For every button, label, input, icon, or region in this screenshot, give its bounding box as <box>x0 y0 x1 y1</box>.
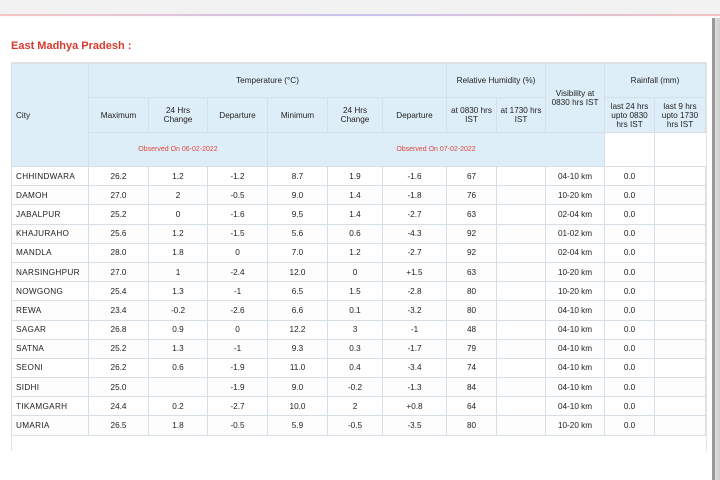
visibility-header: Visibility at 0830 hrs IST <box>546 64 605 133</box>
cell-rh-0830: 67 <box>447 167 497 186</box>
cell-rain-9h <box>655 301 706 320</box>
cell-max-change: 2 <box>149 186 208 205</box>
table-row <box>12 224 706 243</box>
right-edge-shadow <box>712 18 720 480</box>
rh-1730-header: at 1730 hrs IST <box>497 98 546 133</box>
table-row <box>12 378 706 397</box>
cell-max-departure: -1.9 <box>208 358 268 377</box>
cell-city: SIDHI <box>12 378 89 397</box>
min-departure-header: Departure <box>383 98 447 133</box>
cell-min-departure: -1.3 <box>383 378 447 397</box>
cell-rain-24h: 0.0 <box>605 205 655 224</box>
cell-city: JABALPUR <box>12 205 89 224</box>
cell-min-temp: 5.9 <box>268 416 328 435</box>
cell-visibility: 10-20 km <box>546 262 605 281</box>
cell-max-departure: -1.2 <box>208 167 268 186</box>
cell-rh-0830: 64 <box>447 397 497 416</box>
cell-visibility: 04-10 km <box>546 378 605 397</box>
cell-rh-1730 <box>497 243 546 262</box>
cell-rain-24h: 0.0 <box>605 243 655 262</box>
cell-visibility: 04-10 km <box>546 339 605 358</box>
cell-min-temp: 10.0 <box>268 397 328 416</box>
cell-min-departure: +1.5 <box>383 262 447 281</box>
cell-rain-9h <box>655 224 706 243</box>
top-accent-line <box>0 14 720 16</box>
cell-rh-1730 <box>497 186 546 205</box>
cell-rh-0830: 79 <box>447 339 497 358</box>
cell-visibility: 04-10 km <box>546 358 605 377</box>
cell-rain-24h: 0.0 <box>605 167 655 186</box>
cell-city: REWA <box>12 301 89 320</box>
cell-visibility: 10-20 km <box>546 282 605 301</box>
cell-rain-24h: 0.0 <box>605 378 655 397</box>
cell-max-change: 1.8 <box>149 243 208 262</box>
cell-max-change <box>149 378 208 397</box>
cell-rain-24h: 0.0 <box>605 339 655 358</box>
cell-max-temp: 28.0 <box>89 243 149 262</box>
cell-rain-9h <box>655 262 706 281</box>
cell-max-departure: 0 <box>208 320 268 339</box>
cell-max-departure: -1 <box>208 339 268 358</box>
cell-max-departure: -0.5 <box>208 416 268 435</box>
cell-min-change: 3 <box>328 320 383 339</box>
cell-min-departure: -1.8 <box>383 186 447 205</box>
blank-header-cell <box>605 133 655 167</box>
cell-rain-9h <box>655 378 706 397</box>
cell-max-departure: -2.7 <box>208 397 268 416</box>
cell-min-departure: -4.3 <box>383 224 447 243</box>
cell-rain-9h <box>655 397 706 416</box>
min-change-header: 24 Hrs Change <box>328 98 383 133</box>
cell-max-change: 0.6 <box>149 358 208 377</box>
cell-min-temp: 12.2 <box>268 320 328 339</box>
cell-min-temp: 5.6 <box>268 224 328 243</box>
cell-max-departure: -2.6 <box>208 301 268 320</box>
table-row <box>12 320 706 339</box>
cell-max-change: 0 <box>149 205 208 224</box>
cell-max-temp: 26.5 <box>89 416 149 435</box>
cell-max-temp: 26.8 <box>89 320 149 339</box>
cell-min-change: 1.2 <box>328 243 383 262</box>
cell-rh-0830: 80 <box>447 282 497 301</box>
cell-min-departure: -1 <box>383 320 447 339</box>
cell-max-change: 0.9 <box>149 320 208 339</box>
cell-min-change: 0.6 <box>328 224 383 243</box>
cell-min-temp: 6.5 <box>268 282 328 301</box>
cell-city: CHHINDWARA <box>12 167 89 186</box>
cell-max-departure: -1.9 <box>208 378 268 397</box>
table-row <box>12 205 706 224</box>
cell-rain-24h: 0.0 <box>605 224 655 243</box>
cell-rain-24h: 0.0 <box>605 416 655 435</box>
rain-24h-header: last 24 hrs upto 0830 hrs IST <box>605 98 655 133</box>
table-row <box>12 186 706 205</box>
cell-max-change: 1.3 <box>149 282 208 301</box>
cell-min-departure: -3.4 <box>383 358 447 377</box>
cell-rh-1730 <box>497 262 546 281</box>
cell-visibility: 04-10 km <box>546 167 605 186</box>
cell-min-change: 1.4 <box>328 205 383 224</box>
cell-min-temp: 9.3 <box>268 339 328 358</box>
cell-max-change: 0.2 <box>149 397 208 416</box>
rh-0830-header: at 0830 hrs IST <box>447 98 497 133</box>
cell-min-departure: +0.8 <box>383 397 447 416</box>
cell-visibility: 02-04 km <box>546 243 605 262</box>
cell-min-change: 2 <box>328 397 383 416</box>
cell-min-departure: -3.2 <box>383 301 447 320</box>
cell-visibility: 04-10 km <box>546 397 605 416</box>
cell-rh-0830: 74 <box>447 358 497 377</box>
humidity-header: Relative Humidity (%) <box>447 64 546 98</box>
cell-max-temp: 25.2 <box>89 205 149 224</box>
cell-max-departure: -1.5 <box>208 224 268 243</box>
cell-min-departure: -3.5 <box>383 416 447 435</box>
maximum-header: Maximum <box>89 98 149 133</box>
cell-rain-24h: 0.0 <box>605 282 655 301</box>
cell-min-departure: -2.7 <box>383 243 447 262</box>
cell-rh-1730 <box>497 358 546 377</box>
cell-rain-9h <box>655 205 706 224</box>
cell-max-change: -0.2 <box>149 301 208 320</box>
cell-visibility: 02-04 km <box>546 205 605 224</box>
cell-city: MANDLA <box>12 243 89 262</box>
cell-max-temp: 24.4 <box>89 397 149 416</box>
cell-rain-9h <box>655 358 706 377</box>
cell-rh-1730 <box>497 167 546 186</box>
observed-max-date: Observed On 06-02-2022 <box>89 133 268 167</box>
cell-city: TIKAMGARH <box>12 397 89 416</box>
cell-city: NARSINGHPUR <box>12 262 89 281</box>
cell-rh-0830: 76 <box>447 186 497 205</box>
cell-rain-9h <box>655 320 706 339</box>
cell-min-temp: 9.0 <box>268 186 328 205</box>
rain-9h-header: last 9 hrs upto 1730 hrs IST <box>655 98 706 133</box>
cell-rain-9h <box>655 416 706 435</box>
cell-rh-1730 <box>497 301 546 320</box>
cell-rh-0830: 80 <box>447 416 497 435</box>
cell-rain-24h: 0.0 <box>605 262 655 281</box>
cell-min-change: 0 <box>328 262 383 281</box>
cell-city: KHAJURAHO <box>12 224 89 243</box>
weather-table <box>11 63 706 436</box>
cell-rh-0830: 92 <box>447 224 497 243</box>
table-row <box>12 282 706 301</box>
cell-rain-24h: 0.0 <box>605 397 655 416</box>
cell-rain-24h: 0.0 <box>605 301 655 320</box>
city-header: City <box>12 64 89 167</box>
cell-max-departure: -0.5 <box>208 186 268 205</box>
cell-min-departure: -1.7 <box>383 339 447 358</box>
cell-rh-1730 <box>497 397 546 416</box>
cell-max-temp: 27.0 <box>89 186 149 205</box>
table-row <box>12 301 706 320</box>
cell-max-departure: -1.6 <box>208 205 268 224</box>
cell-rain-9h <box>655 243 706 262</box>
temperature-header: Temperature (°C) <box>89 64 447 98</box>
region-title: East Madhya Pradesh : <box>11 40 132 52</box>
max-change-header: 24 Hrs Change <box>149 98 208 133</box>
cell-rh-1730 <box>497 224 546 243</box>
cell-rh-0830: 84 <box>447 378 497 397</box>
cell-rh-1730 <box>497 282 546 301</box>
cell-rain-24h: 0.0 <box>605 358 655 377</box>
cell-rh-0830: 63 <box>447 205 497 224</box>
cell-min-change: 0.1 <box>328 301 383 320</box>
cell-rh-1730 <box>497 416 546 435</box>
observed-min-date: Observed On 07-02-2022 <box>268 133 605 167</box>
cell-city: SATNA <box>12 339 89 358</box>
cell-max-temp: 25.0 <box>89 378 149 397</box>
cell-min-temp: 12.0 <box>268 262 328 281</box>
cell-visibility: 04-10 km <box>546 320 605 339</box>
cell-rh-1730 <box>497 205 546 224</box>
cell-min-temp: 6.6 <box>268 301 328 320</box>
table-row <box>12 243 706 262</box>
cell-visibility: 10-20 km <box>546 186 605 205</box>
cell-visibility: 04-10 km <box>546 301 605 320</box>
cell-max-temp: 26.2 <box>89 358 149 377</box>
cell-min-temp: 8.7 <box>268 167 328 186</box>
cell-rh-1730 <box>497 339 546 358</box>
cell-max-change: 1.3 <box>149 339 208 358</box>
cell-max-temp: 25.4 <box>89 282 149 301</box>
cell-city: DAMOH <box>12 186 89 205</box>
cell-min-departure: -2.8 <box>383 282 447 301</box>
cell-max-temp: 25.6 <box>89 224 149 243</box>
cell-city: UMARIA <box>12 416 89 435</box>
cell-min-departure: -2.7 <box>383 205 447 224</box>
table-body <box>12 167 706 436</box>
cell-city: NOWGONG <box>12 282 89 301</box>
cell-rh-0830: 48 <box>447 320 497 339</box>
cell-min-change: -0.2 <box>328 378 383 397</box>
cell-min-temp: 7.0 <box>268 243 328 262</box>
cell-rh-0830: 63 <box>447 262 497 281</box>
cell-max-temp: 25.2 <box>89 339 149 358</box>
cell-max-change: 1 <box>149 262 208 281</box>
cell-max-departure: -2.4 <box>208 262 268 281</box>
cell-min-temp: 11.0 <box>268 358 328 377</box>
max-departure-header: Departure <box>208 98 268 133</box>
cell-max-change: 1.8 <box>149 416 208 435</box>
cell-rh-1730 <box>497 320 546 339</box>
cell-max-temp: 26.2 <box>89 167 149 186</box>
cell-min-temp: 9.5 <box>268 205 328 224</box>
cell-rain-24h: 0.0 <box>605 320 655 339</box>
cell-rain-24h: 0.0 <box>605 186 655 205</box>
cell-rain-9h <box>655 167 706 186</box>
cell-visibility: 10-20 km <box>546 416 605 435</box>
table-row <box>12 358 706 377</box>
cell-max-departure: -1 <box>208 282 268 301</box>
cell-rh-0830: 80 <box>447 301 497 320</box>
cell-rain-9h <box>655 282 706 301</box>
cell-max-change: 1.2 <box>149 167 208 186</box>
top-browser-strip <box>0 0 720 18</box>
cell-min-change: 1.5 <box>328 282 383 301</box>
table-row <box>12 339 706 358</box>
cell-rain-9h <box>655 339 706 358</box>
minimum-header: Minimum <box>268 98 328 133</box>
cell-min-temp: 9.0 <box>268 378 328 397</box>
cell-max-temp: 23.4 <box>89 301 149 320</box>
cell-city: SAGAR <box>12 320 89 339</box>
cell-visibility: 01-02 km <box>546 224 605 243</box>
cell-max-departure: 0 <box>208 243 268 262</box>
cell-min-departure: -1.6 <box>383 167 447 186</box>
cell-min-change: 1.4 <box>328 186 383 205</box>
table-row <box>12 167 706 186</box>
cell-max-temp: 27.0 <box>89 262 149 281</box>
cell-rain-9h <box>655 186 706 205</box>
table-row <box>12 416 706 435</box>
cell-rh-1730 <box>497 378 546 397</box>
cell-min-change: 0.4 <box>328 358 383 377</box>
table-row <box>12 397 706 416</box>
cell-rh-0830: 92 <box>447 243 497 262</box>
cell-min-change: 1.9 <box>328 167 383 186</box>
edge-shadow-line <box>712 18 715 480</box>
cell-city: SEONI <box>12 358 89 377</box>
cell-min-change: -0.5 <box>328 416 383 435</box>
rainfall-header: Rainfall (mm) <box>605 64 706 98</box>
cell-max-change: 1.2 <box>149 224 208 243</box>
cell-min-change: 0.3 <box>328 339 383 358</box>
table-row <box>12 262 706 281</box>
